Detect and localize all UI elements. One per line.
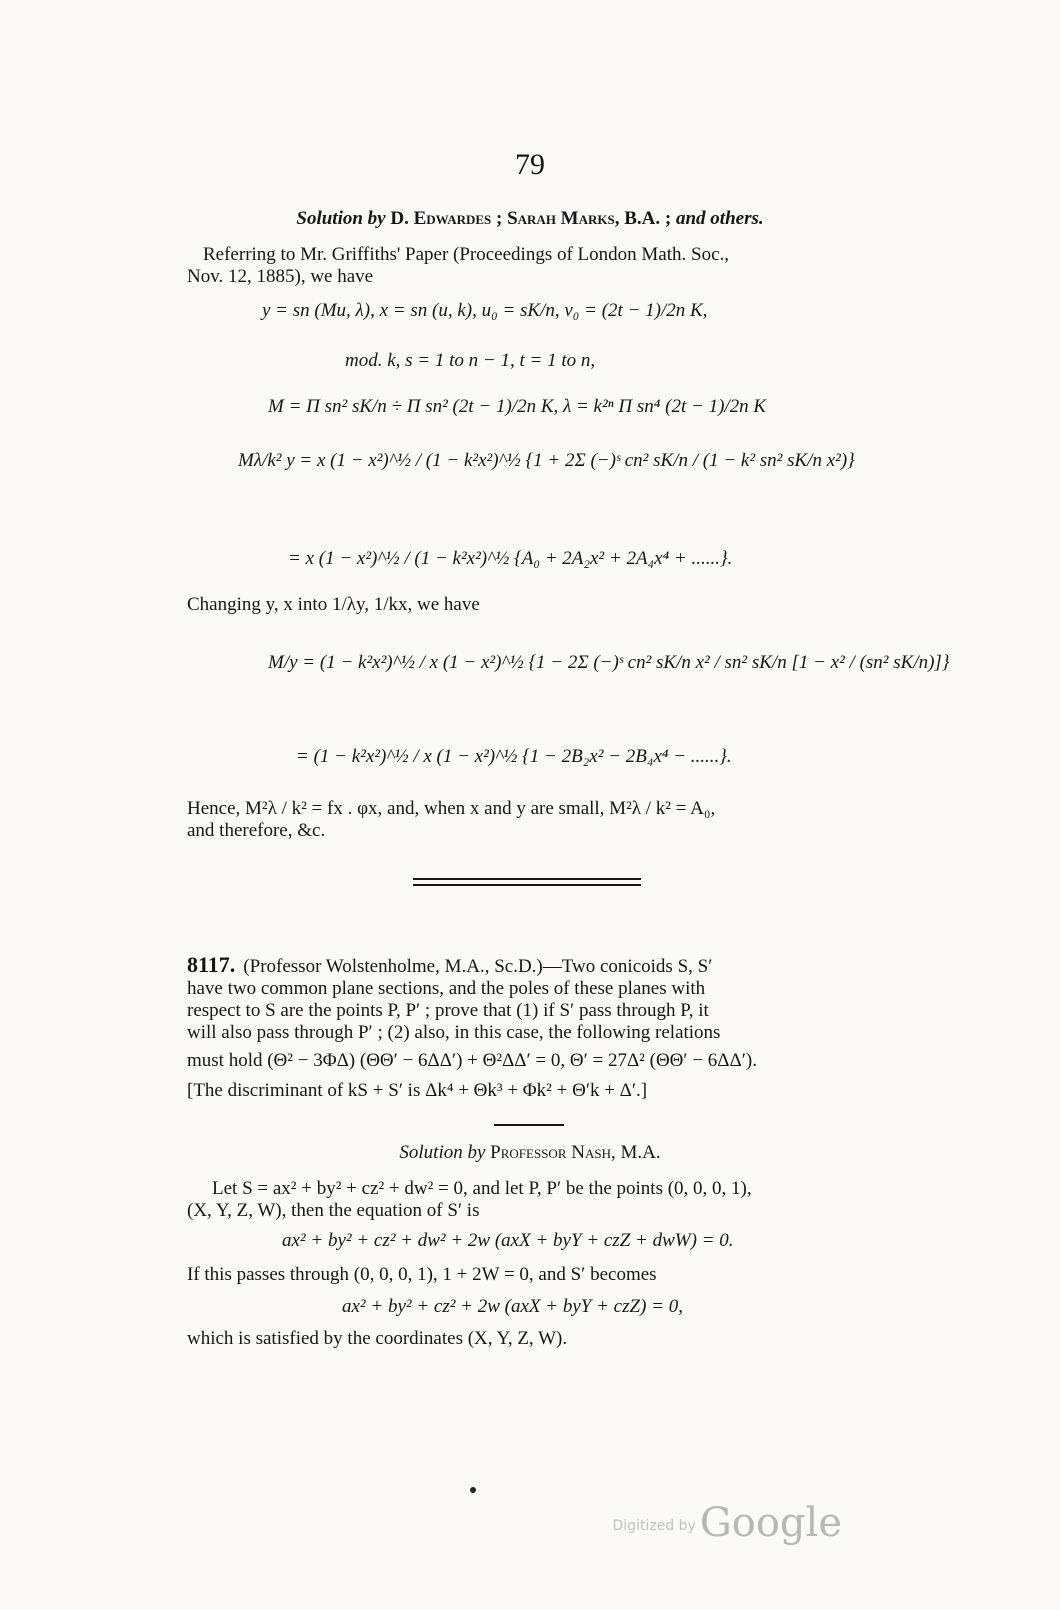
equation-5: = x (1 − x²)^½ / (1 − k²x²)^½ {A₀ + 2A₂x² + 2A₄x⁴ + ......}. xyxy=(288,548,733,569)
problem-line-1 xyxy=(187,954,712,978)
equation-3: M = Π sn² sK/n ÷ Π sn² (2t − 1)/2n K, λ = k²ⁿ Π sn⁴ (2t − 1)/2n K xyxy=(268,396,767,417)
changing-line: Changing y, x into 1/λy, 1/kx, we have xyxy=(187,594,480,615)
solution2-line-4: which is satisfied by the coordinates (X, Y, Z, W). xyxy=(187,1328,568,1349)
intro-line-2: Nov. 12, 1885), we have xyxy=(187,266,374,287)
solution2-equation-1: ax² + by² + cz² + dw² + 2w (axX + byY + czZ + dwW) = 0. xyxy=(282,1230,734,1251)
hence-line-1: Hence, M²λ / k² = fx . φx, and, when x and y are small, M²λ / k² = A₀, xyxy=(187,798,716,819)
equation-7: = (1 − k²x²)^½ / x (1 − x²)^½ {1 − 2B₂x² − 2B₄x⁴ − ......}. xyxy=(296,746,732,767)
intro-line-1: Referring to Mr. Griffiths' Paper (Proceedings of London Math. Soc., xyxy=(203,244,730,265)
solution-authors: D. Edwardes ; Sarah Marks, B.A. ; xyxy=(390,208,672,229)
solution-others: and others. xyxy=(675,208,764,229)
solution2-by-label: Solution by xyxy=(399,1142,486,1163)
problem-line-3: respect to S are the points P, P′ ; prove that (1) if S′ pass through P, it xyxy=(187,1000,709,1021)
solution2-line-3: If this passes through (0, 0, 0, 1), 1 + 2W = 0, and S′ becomes xyxy=(187,1264,657,1285)
equation-4: Mλ/k² y = x (1 − x²)^½ / (1 − k²x²)^½ {1 + 2Σ (−)ˢ cn² sK/n / (1 − k² sn² sK/n x²)} xyxy=(238,450,855,471)
solution2-heading xyxy=(0,1142,1060,1164)
google-watermark xyxy=(613,1500,842,1546)
problem-line-6: [The discriminant of kS + S′ is Δk⁴ + Θk³ + Φk² + Θ′k + Δ′.] xyxy=(187,1080,648,1101)
page-number: 79 xyxy=(515,148,545,181)
solution-heading xyxy=(0,208,1060,230)
digitized-by-text: Digitized by xyxy=(612,1518,696,1534)
solution2-line-2: (X, Y, Z, W), then the equation of S′ is xyxy=(187,1200,480,1221)
google-logo-text: Google xyxy=(699,1500,842,1546)
equation-1: y = sn (Mu, λ), x = sn (u, k), u₀ = sK/n, v₀ = (2t − 1)/2n K, xyxy=(262,300,708,321)
problem-line-5: must hold (Θ² − 3ΦΔ) (ΘΘ′ − 6ΔΔ′) + Θ²ΔΔ′ = 0, Θ′ = 27Δ² (ΘΘ′ − 6ΔΔ′). xyxy=(187,1050,757,1071)
solution-by-label: Solution by xyxy=(296,208,386,229)
separator-rule-bottom xyxy=(413,884,641,886)
solution2-author: Professor Nash, M.A. xyxy=(490,1142,661,1163)
ink-speck xyxy=(470,1487,476,1493)
equation-2: mod. k, s = 1 to n − 1, t = 1 to n, xyxy=(345,350,596,371)
problem-line-2: have two common plane sections, and the poles of these planes with xyxy=(187,978,706,999)
solution2-line-1: Let S = ax² + by² + cz² + dw² = 0, and let P, P′ be the points (0, 0, 0, 1), xyxy=(212,1178,752,1199)
equation-6: M/y = (1 − k²x²)^½ / x (1 − x²)^½ {1 − 2Σ (−)ˢ cn² sK/n x² / sn² sK/n [1 − x² / (sn² sK/n)]} xyxy=(268,652,950,673)
short-separator-rule xyxy=(494,1124,564,1126)
separator-rule-top xyxy=(413,878,641,880)
problem-line-4: will also pass through P′ ; (2) also, in this case, the following relations xyxy=(187,1022,721,1043)
problem-number: 8117. xyxy=(187,952,236,977)
problem-text-1: (Professor Wolstenholme, M.A., Sc.D.)—Two conicoids S, S′ xyxy=(243,956,713,977)
solution2-equation-2: ax² + by² + cz² + 2w (axX + byY + czZ) = 0, xyxy=(342,1296,683,1317)
hence-line-2: and therefore, &c. xyxy=(187,820,326,841)
